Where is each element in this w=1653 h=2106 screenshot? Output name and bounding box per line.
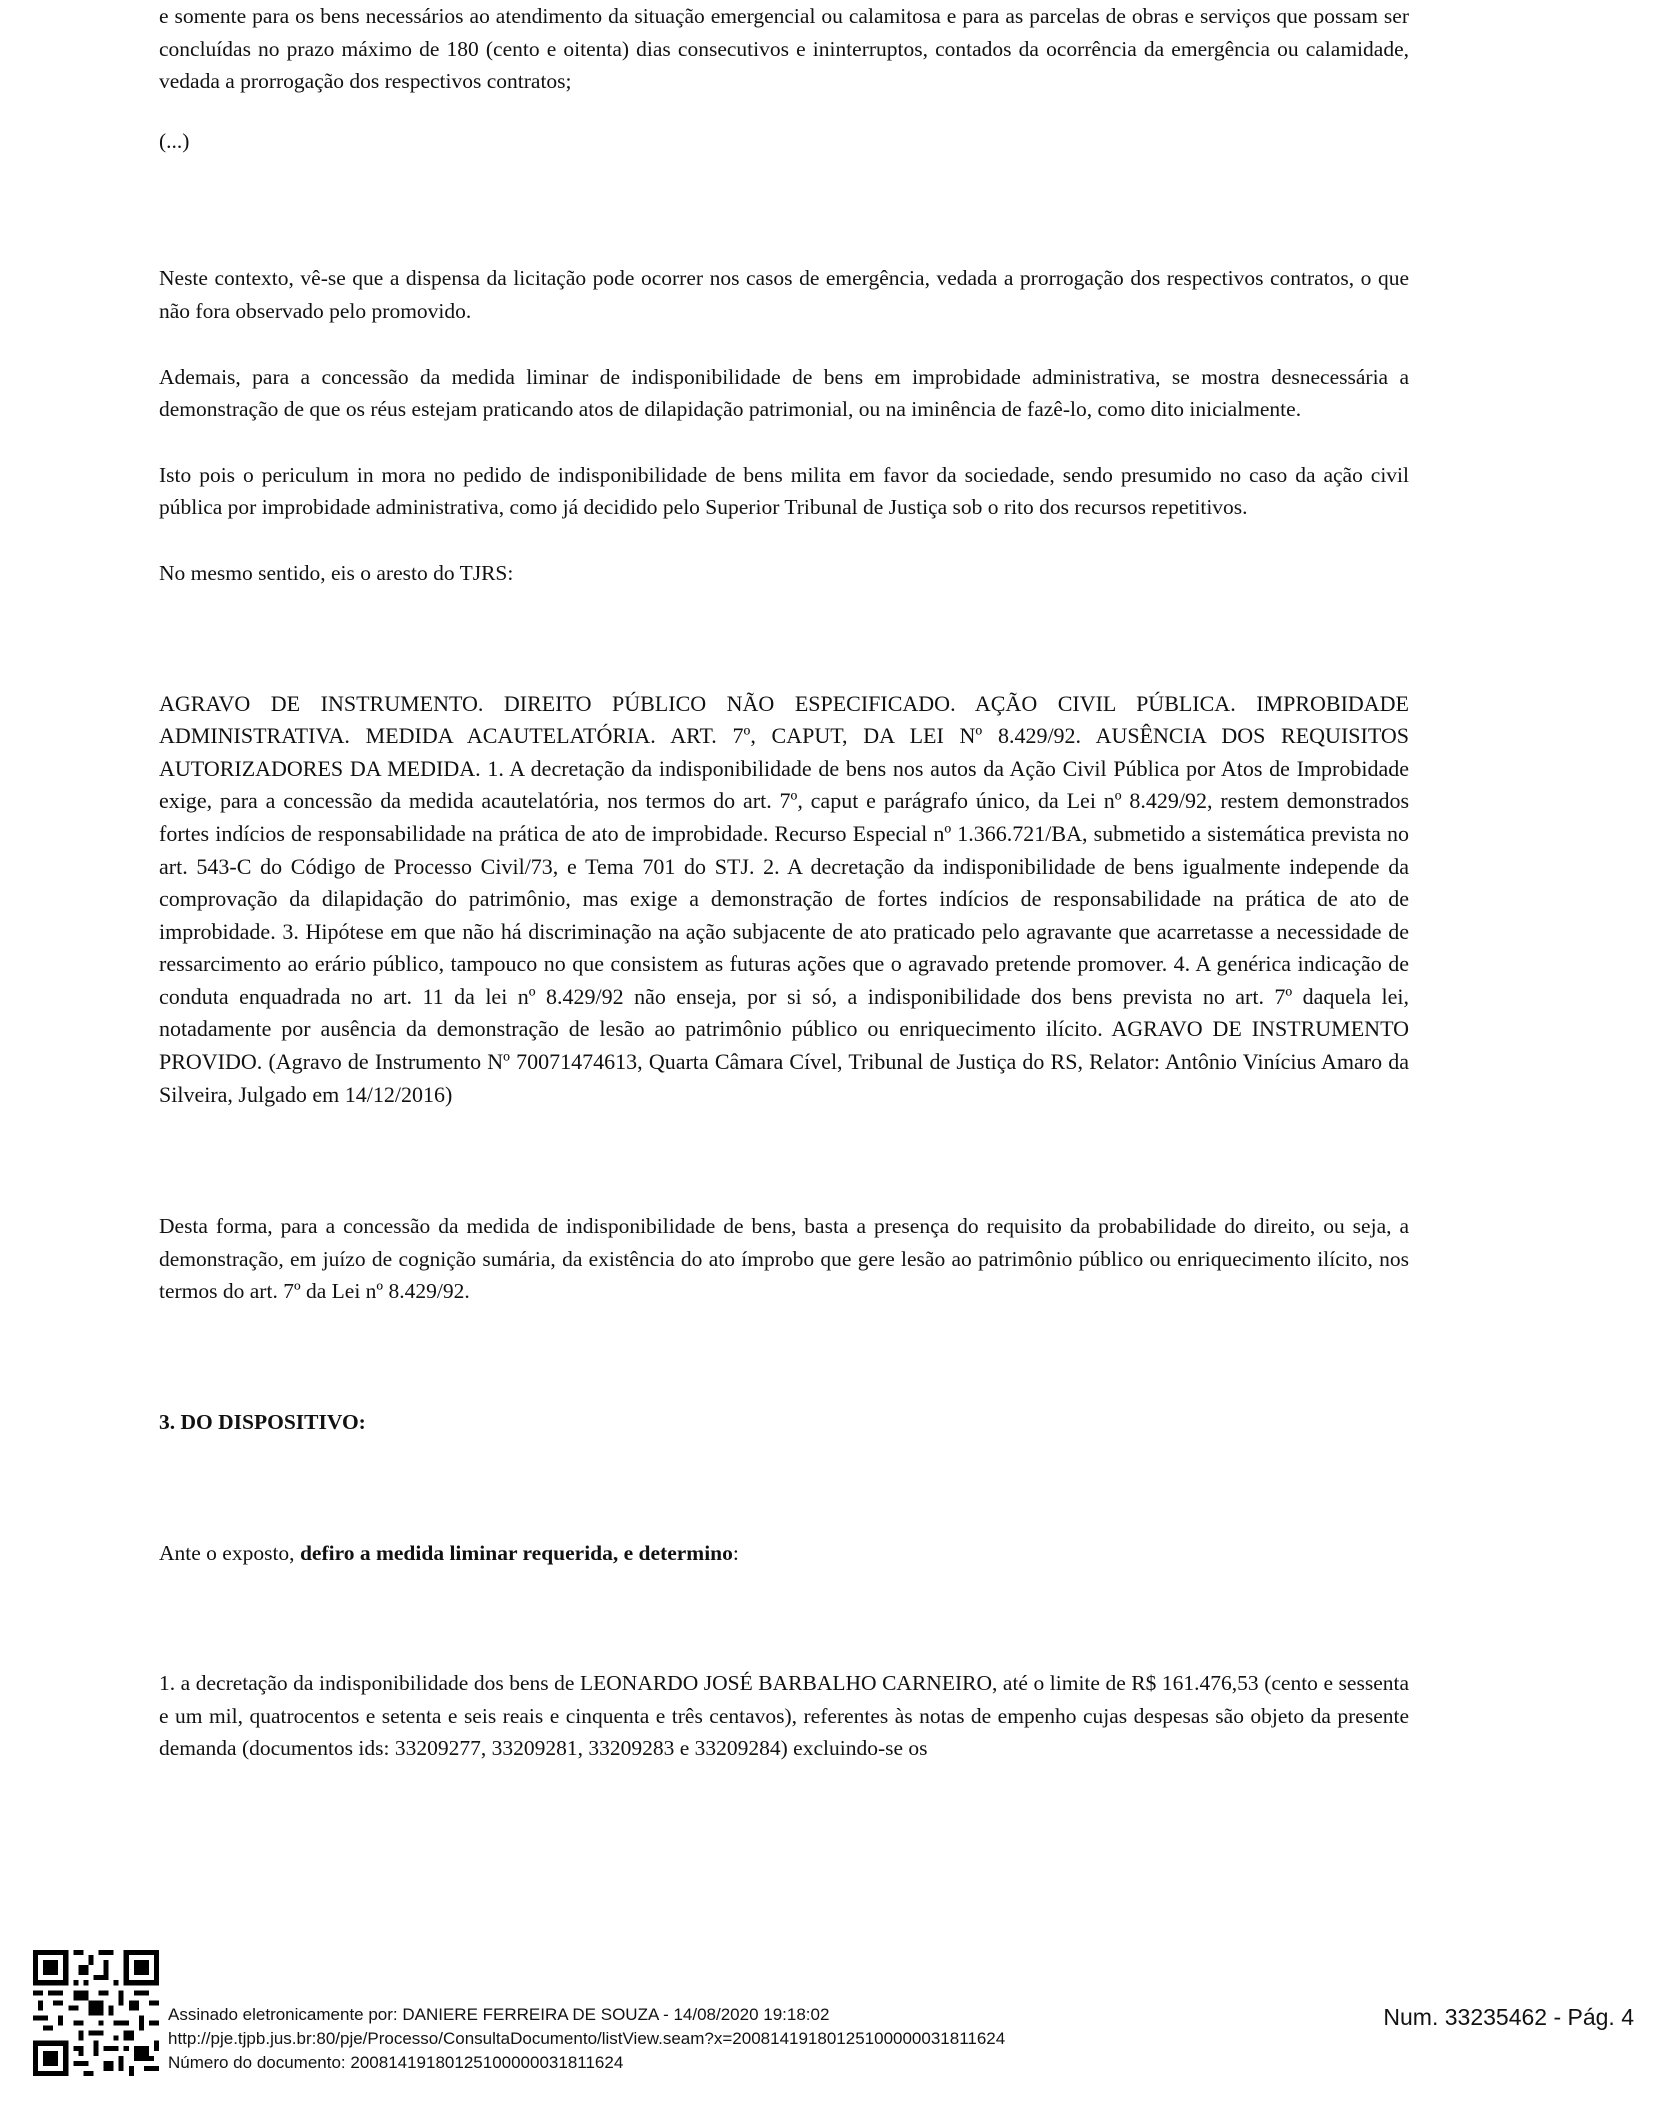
- section-heading: 3. DO DISPOSITIVO:: [159, 1410, 366, 1435]
- signed-by-line: Assinado eletronicamente por: DANIERE FERREIRA DE SOUZA - 14/08/2020 19:18:02: [168, 2005, 830, 2024]
- document-url: http://pje.tjpb.jus.br:80/pje/Processo/ConsultaDocumento/listView.seam?x=20081419180125100000031811624: [168, 2029, 1006, 2048]
- signature-block: [168, 2003, 1005, 2075]
- paragraph-desta-forma: Desta forma, para a concessão da medida de indisponibilidade de bens, basta a presença do requisito da probabilidade do direito, ou seja, a demonstração, em juízo de cognição sumária, da existência do ato ímprobo que gere lesão ao patrimônio público ou enriquecimento ilícito, nos termos do art. 7º da Lei nº 8.429/92.: [159, 1214, 1409, 1304]
- paragraph-ademais: Ademais, para a concessão da medida liminar de indisponibilidade de bens em improbidade administrativa, se mostra desnecessária a demonstração de que os réus estejam praticando atos de dilapidação patrimonial, ou na iminência de fazê-lo, como dito inicialmente.: [159, 364, 1409, 422]
- item-1: 1. a decretação da indisponibilidade dos bens de LEONARDO JOSÉ BARBALHO CARNEIRO, até o limite de R$ 161.476,53 (cento e sessenta e um mil, quatrocentos e setenta e seis reais e cinquenta e três centavos), referentes às notas de empenho cujas despesas são objeto da presente demanda (documentos ids: 33209277, 33209281, 33209283 e 33209284) excluindo-se os: [159, 1671, 1409, 1761]
- paragraph-contexto: Neste contexto, vê-se que a dispensa da licitação pode ocorrer nos casos de emergência, vedada a prorrogação dos respectivos contratos, o que não fora observado pelo promovido.: [159, 266, 1409, 323]
- signature-footer: [0, 1950, 1653, 2106]
- paragraph-intro: e somente para os bens necessários ao atendimento da situação emergencial ou calamitosa e para as parcelas de obras e serviços que possam ser concluídas no prazo máximo de 180 (cento e oitenta) dias consecutivos e ininterruptos, contados da ocorrência da emergência ou calamidade, vedada a prorrogação dos respectivos contratos;: [159, 4, 1409, 94]
- paragraph-mesmo-sentido: No mesmo sentido, eis o aresto do TJRS:: [159, 560, 514, 585]
- ante-suffix: :: [732, 1540, 739, 1565]
- paragraph-isto: Isto pois o periculum in mora no pedido de indisponibilidade de bens milita em favor da sociedade, sendo presumido no caso da ação civil pública por improbidade administrativa, como já decidido pelo Superior Tribunal de Justiça sob o rito dos recursos repetitivos.: [159, 462, 1409, 520]
- case-law-quote: AGRAVO DE INSTRUMENTO. DIREITO PÚBLICO NÃO ESPECIFICADO. AÇÃO CIVIL PÚBLICA. IMPROBIDADE ADMINISTRATIVA. MEDIDA ACAUTELATÓRIA. ART. 7º, CAPUT, DA LEI Nº 8.429/92. AUSÊNCIA DOS REQUISITOS AUTORIZADORES DA MEDIDA. 1. A decretação da indisponibilidade de bens nos autos da Ação Civil Pública por Atos de Improbidade exige, para a concessão da medida acautelatória, nos termos do art. 7º, caput e parágrafo único, da Lei nº 8.429/92, restem demonstrados fortes indícios de responsabilidade na prática de ato de improbidade. Recurso Especial nº 1.366.721/BA, submetido a sistemática prevista no art. 543-C do Código de Processo Civil/73, e Tema 701 do STJ. 2. A decretação da indisponibilidade de bens igualmente independe da comprovação da dilapidação do patrimônio, mas exige a demonstração de fortes indícios de responsabilidade na prática de ato de improbidade. 3. Hipótese em que não há discriminação na ação subjacente de ato praticado pelo agravante que acarretasse a necessidade de ressarcimento ao erário público, tampouco no que consistem as futuras ações que o agravado pretende promover. 4. A genérica indicação de conduta enquadrada no art. 11 da lei nº 8.429/92 não enseja, por si só, a indisponibilidade dos bens prevista no art. 7º daquela lei, notadamente por ausência da demonstração de lesão ao patrimônio público ou enriquecimento ilícito. AGRAVO DE INSTRUMENTO PROVIDO. (Agravo de Instrumento Nº 70071474613, Quarta Câmara Cível, Tribunal de Justiça do RS, Relator: Antônio Vinícius Amaro da Silveira, Julgado em 14/12/2016): [159, 690, 1409, 1107]
- qr-code-icon: [33, 1950, 159, 2076]
- ellipsis-marker: (...): [159, 128, 190, 153]
- page-number: Num. 33235462 - Pág. 4: [1383, 2004, 1634, 2030]
- ante-bold: defiro a medida liminar requerida, e determino: [299, 1540, 733, 1565]
- document-number: Número do documento: 20081419180125100000031811624: [168, 2053, 624, 2072]
- document-body: [159, 0, 1409, 1765]
- ante-prefix: Ante o exposto,: [159, 1540, 300, 1565]
- paragraph-ante-exposto: [159, 1537, 1409, 1570]
